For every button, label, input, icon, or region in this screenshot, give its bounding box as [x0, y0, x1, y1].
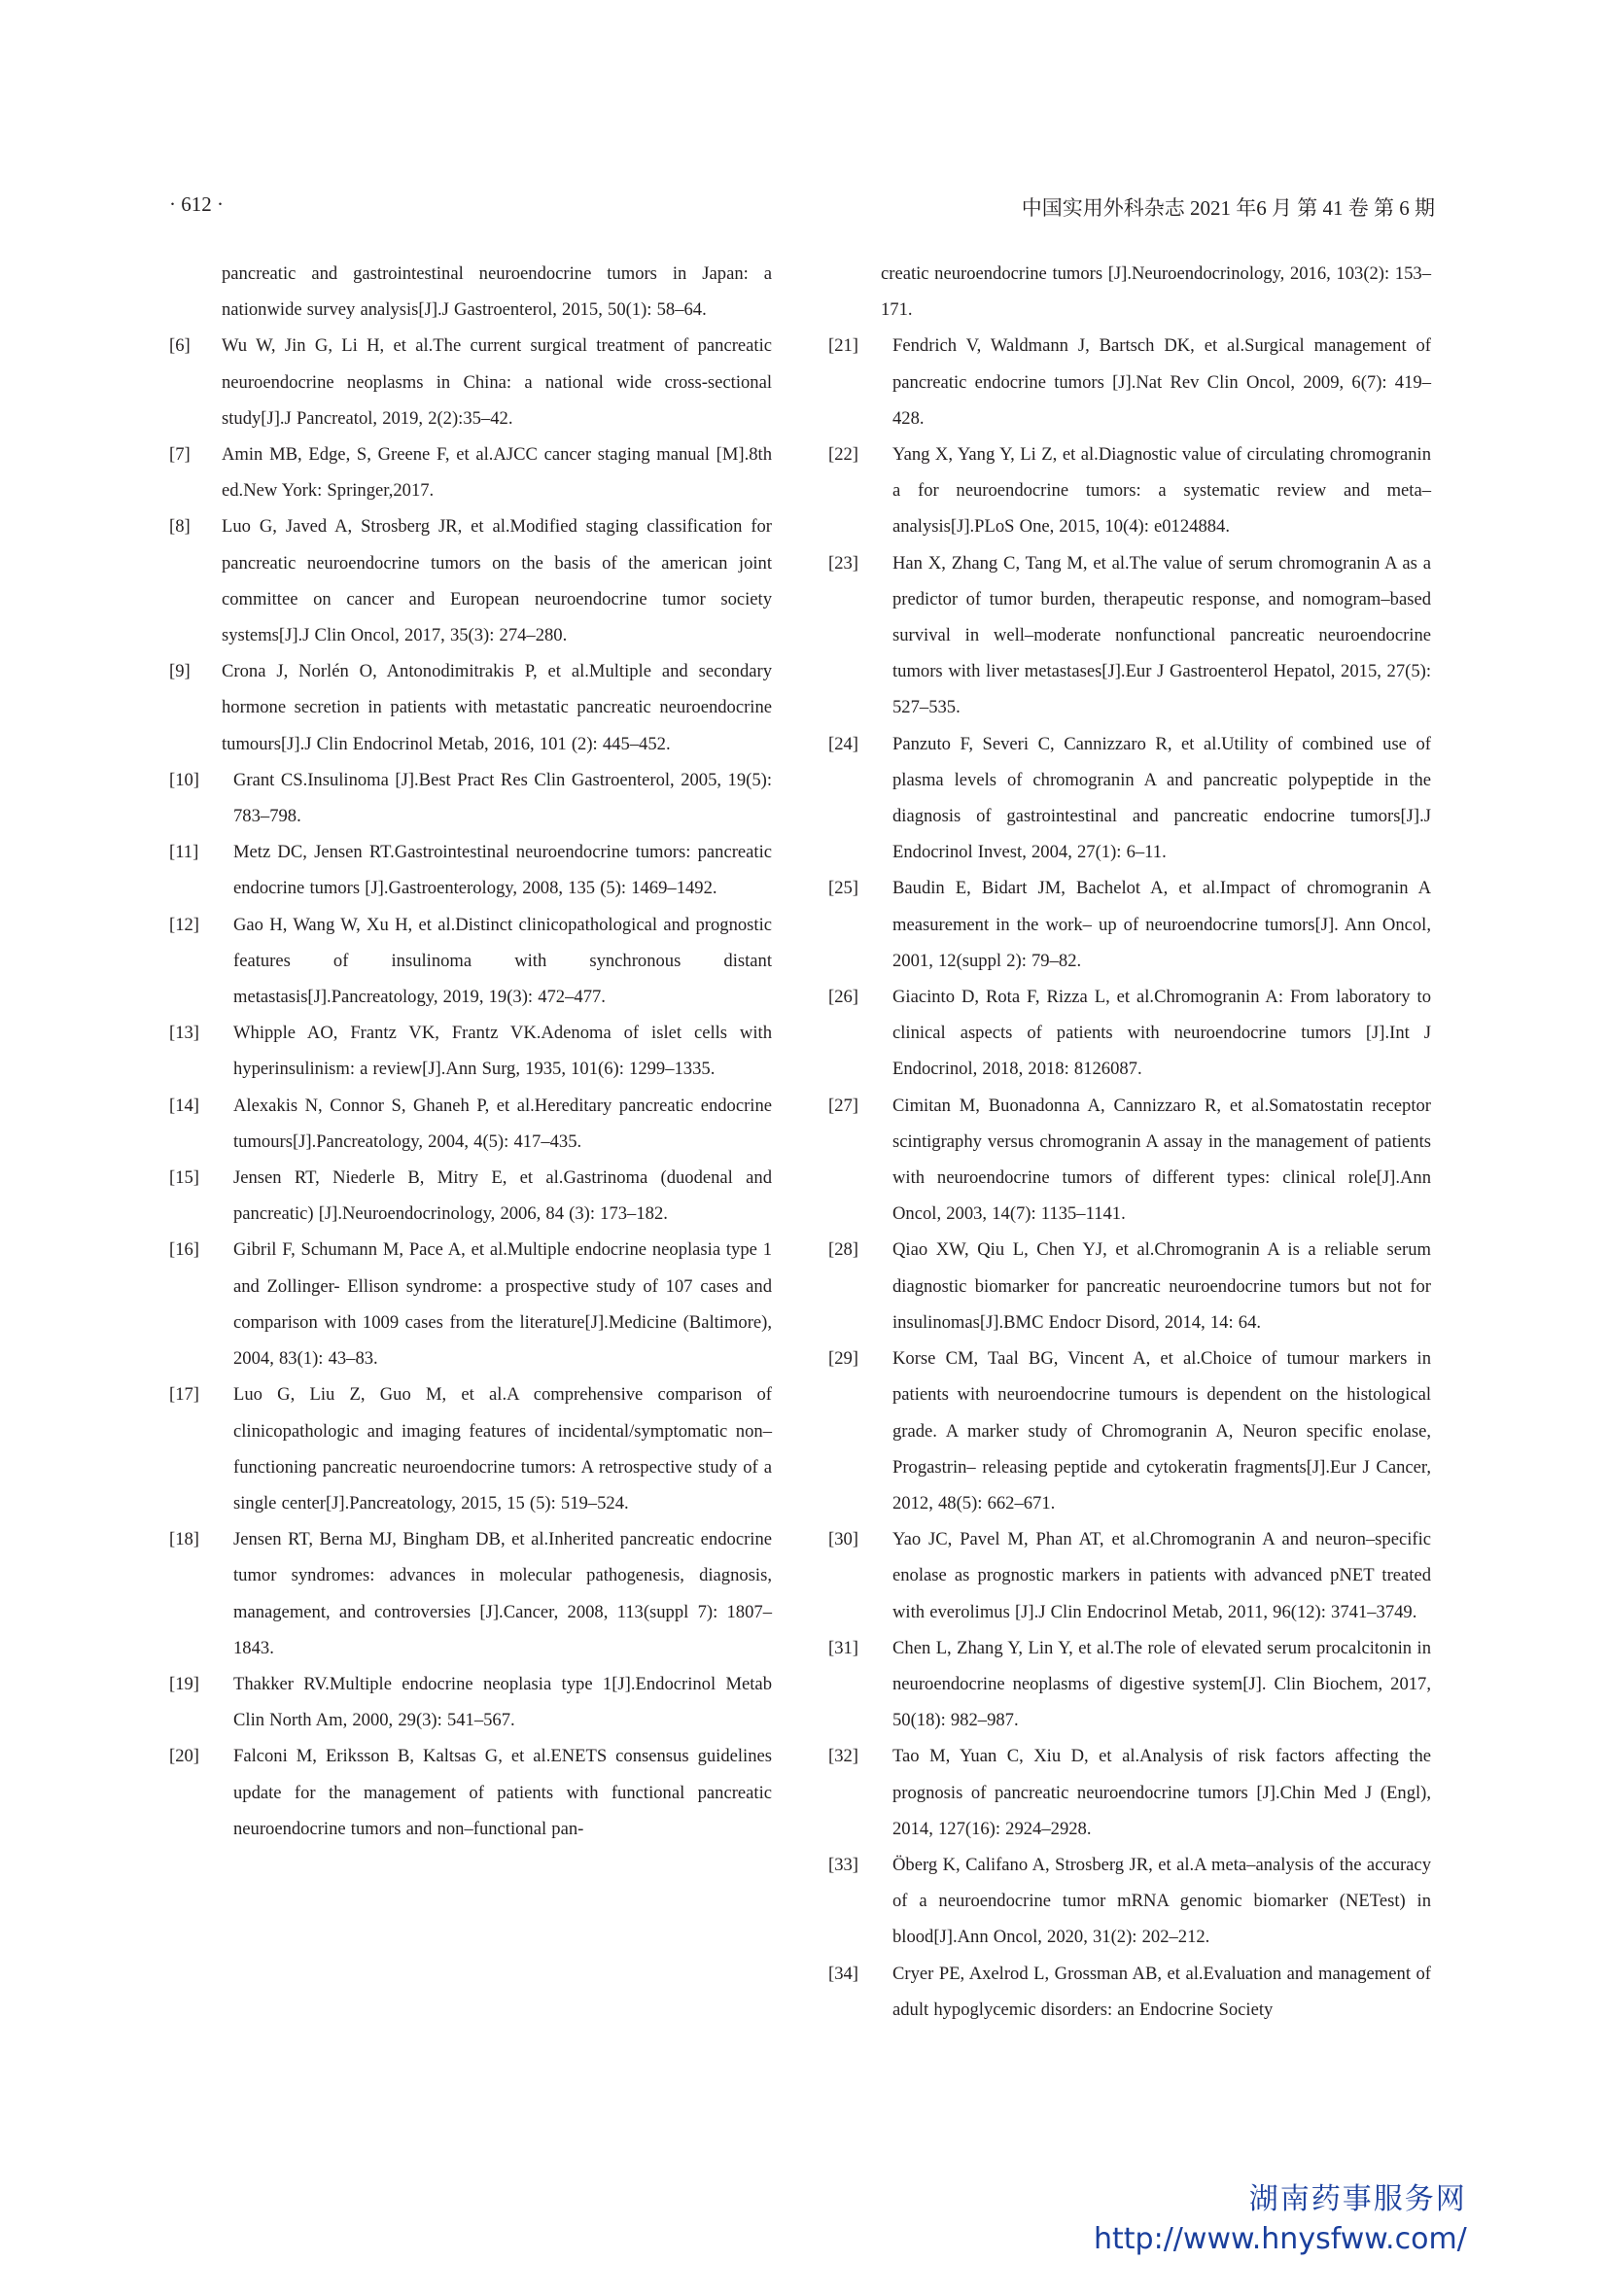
- reference-text: Falconi M, Eriksson B, Kaltsas G, et al.ENETS consensus guidelines update for the management of patients with functional pancreatic neuroendocrine tumors and non–functional pan-: [233, 1746, 772, 1839]
- reference-text: pancreatic and gastrointestinal neuroendocrine tumors in Japan: a nationwide survey analysis[J].J Gastroenterol, 2015, 50(1): 58–64.: [222, 263, 772, 321]
- reference-entry: [828, 979, 1431, 1088]
- reference-number: [28]: [828, 1239, 858, 1261]
- reference-text: Wu W, Jin G, Li H, et al.The current surgical treatment of pancreatic neuroendocrine neoplasms in China: a national wide cross-sectional study[J].J Pancreatol, 2019, 2(2):35–42.: [222, 335, 772, 429]
- reference-entry: [169, 762, 772, 834]
- reference-entry: [169, 834, 772, 906]
- reference-number: [16]: [169, 1239, 199, 1261]
- watermark-site-name: 湖南药事服务网: [1248, 2182, 1467, 2216]
- reference-text: Luo G, Javed A, Strosberg JR, et al.Modified staging classification for pancreatic neuroendocrine tumors on the basis of the american joint committee on cancer and European neuroendocrine tumor society systems[J].J Clin Oncol, 2017, 35(3): 274–280.: [222, 516, 772, 646]
- reference-entry: [828, 1738, 1431, 1847]
- reference-text: Crona J, Norlén O, Antonodimitrakis P, et al.Multiple and secondary hormone secretion in patients with metastatic pancreatic neuroendocrine tumours[J].J Clin Endocrinol Metab, 2016, 101 (2): 445–452.: [222, 661, 772, 754]
- reference-text: Baudin E, Bidart JM, Bachelot A, et al.Impact of chromogranin A measurement in the work– up of neuroendocrine tumors[J]. Ann Oncol, 2001, 12(suppl 2): 79–82.: [892, 878, 1431, 971]
- reference-entry: [169, 1088, 772, 1160]
- reference-entry: [828, 1340, 1431, 1521]
- reference-number: [22]: [828, 444, 858, 466]
- reference-entry: [169, 1232, 772, 1376]
- reference-text: Yao JC, Pavel M, Phan AT, et al.Chromogranin A and neuron–specific enolase as prognostic markers in patients with advanced pNET treated with everolimus [J].J Clin Endocrinol Metab, 2011, 96(12): 3741–3749.: [892, 1529, 1431, 1622]
- reference-entry: [169, 1015, 772, 1087]
- reference-entry: [828, 1521, 1431, 1630]
- reference-text: Fendrich V, Waldmann J, Bartsch DK, et al.Surgical management of pancreatic endocrine tumors [J].Nat Rev Clin Oncol, 2009, 6(7): 419–428.: [892, 335, 1431, 429]
- reference-number: [26]: [828, 987, 858, 1008]
- reference-entry: [828, 1088, 1431, 1233]
- references-left-column: [169, 256, 772, 1847]
- reference-text: Jensen RT, Berna MJ, Bingham DB, et al.Inherited pancreatic endocrine tumor syndromes: advances in molecular pathogenesis, diagnosis, management, and controversies [J].Cancer, 2008, 113(suppl 7): 1807–1843.: [233, 1529, 772, 1658]
- reference-number: [11]: [169, 842, 199, 863]
- reference-number: [8]: [169, 516, 191, 538]
- reference-number: [23]: [828, 552, 858, 574]
- reference-entry: [828, 545, 1431, 726]
- reference-text: Han X, Zhang C, Tang M, et al.The value of serum chromogranin A as a predictor of tumor burden, therapeutic response, and nomogram–based survival in well–moderate nonfunctional pancreatic neuroendocrine tumors with liver metastases[J].Eur J Gastroenterol Hepatol, 2015, 27(5): 527–535.: [892, 552, 1431, 718]
- watermark: [1094, 2179, 1467, 2259]
- reference-number: [19]: [169, 1673, 199, 1694]
- reference-text: Giacinto D, Rota F, Rizza L, et al.Chromogranin A: From laboratory to clinical aspects of patients with neuroendocrine tumors [J].Int J Endocrinol, 2018, 2018: 8126087.: [892, 987, 1431, 1080]
- reference-entry: [828, 1847, 1431, 1956]
- watermark-url: http://www.hnysfww.com/: [1094, 2222, 1467, 2256]
- reference-number: [7]: [169, 444, 191, 466]
- reference-entry: [169, 328, 772, 436]
- reference-number: [31]: [828, 1637, 858, 1658]
- reference-number: [9]: [169, 661, 191, 682]
- reference-text: Cimitan M, Buonadonna A, Cannizzaro R, et al.Somatostatin receptor scintigraphy versus chromogranin A assay in the management of patients with neuroendocrine tumors of different types: clinical role[J].Ann Oncol, 2003, 14(7): 1135–1141.: [892, 1095, 1431, 1225]
- reference-entry: [169, 508, 772, 653]
- reference-entry: [169, 1376, 772, 1521]
- reference-entry: [169, 653, 772, 762]
- reference-number: [21]: [828, 335, 858, 357]
- reference-number: [14]: [169, 1095, 199, 1116]
- reference-entry: [828, 1232, 1431, 1340]
- reference-text: Thakker RV.Multiple endocrine neoplasia type 1[J].Endocrinol Metab Clin North Am, 2000, 29(3): 541–567.: [233, 1673, 772, 1731]
- reference-text: Tao M, Yuan C, Xiu D, et al.Analysis of risk factors affecting the prognosis of pancreatic neuroendocrine tumors [J].Chin Med J (Engl), 2014, 127(16): 2924–2928.: [892, 1746, 1431, 1839]
- reference-text: Gibril F, Schumann M, Pace A, et al.Multiple endocrine neoplasia type 1 and Zollinger- Ellison syndrome: a prospective study of 107 cases and comparison with 1009 cases from the literature[J].Medicine (Baltimore), 2004, 83(1): 43–83.: [233, 1239, 772, 1370]
- reference-text: Qiao XW, Qiu L, Chen YJ, et al.Chromogranin A is a reliable serum diagnostic biomarker for pancreatic neuroendocrine tumors but not for insulinomas[J].BMC Endocr Disord, 2014, 14: 64.: [892, 1239, 1431, 1333]
- reference-entry: [169, 1160, 772, 1232]
- reference-entry: [169, 436, 772, 508]
- reference-entry: [828, 1630, 1431, 1739]
- reference-number: [33]: [828, 1854, 858, 1875]
- reference-number: [30]: [828, 1529, 858, 1550]
- reference-entry: [828, 870, 1431, 979]
- reference-number: [24]: [828, 733, 858, 754]
- reference-number: [25]: [828, 878, 858, 899]
- reference-number: [6]: [169, 335, 191, 357]
- reference-entry: [169, 256, 772, 328]
- reference-entry: [828, 726, 1431, 871]
- reference-entry: [828, 1956, 1431, 2028]
- reference-text: creatic neuroendocrine tumors [J].Neuroendocrinology, 2016, 103(2): 153–171.: [881, 263, 1431, 321]
- reference-number: [15]: [169, 1167, 199, 1189]
- reference-number: [17]: [169, 1384, 199, 1406]
- reference-entry: [828, 256, 1431, 328]
- reference-number: [10]: [169, 769, 199, 790]
- reference-text: Metz DC, Jensen RT.Gastrointestinal neuroendocrine tumors: pancreatic endocrine tumors [J].Gastroenterology, 2008, 135 (5): 1469–1492.: [233, 842, 772, 899]
- reference-entry: [169, 1738, 772, 1847]
- reference-number: [34]: [828, 1963, 858, 1984]
- reference-number: [13]: [169, 1023, 199, 1044]
- reference-text: Cryer PE, Axelrod L, Grossman AB, et al.Evaluation and management of adult hypoglycemic disorders: an Endocrine Society: [892, 1963, 1431, 2020]
- reference-text: Whipple AO, Frantz VK, Frantz VK.Adenoma of islet cells with hyperinsulinism: a review[J].Ann Surg, 1935, 101(6): 1299–1335.: [233, 1023, 772, 1080]
- reference-entry: [828, 328, 1431, 436]
- reference-text: Luo G, Liu Z, Guo M, et al.A comprehensive comparison of clinicopathologic and imaging features of incidental/symptomatic non–functioning pancreatic neuroendocrine tumors: A retrospective study of a single center[J].Pancreatology, 2015, 15 (5): 519–524.: [233, 1384, 772, 1513]
- reference-text: Alexakis N, Connor S, Ghaneh P, et al.Hereditary pancreatic endocrine tumours[J].Pancreatology, 2004, 4(5): 417–435.: [233, 1095, 772, 1152]
- page-number: · 612 ·: [169, 192, 224, 216]
- reference-number: [32]: [828, 1746, 858, 1767]
- reference-entry: [169, 907, 772, 1016]
- reference-text: Jensen RT, Niederle B, Mitry E, et al.Gastrinoma (duodenal and pancreatic) [J].Neuroendocrinology, 2006, 84 (3): 173–182.: [233, 1167, 772, 1225]
- reference-number: [20]: [169, 1746, 199, 1767]
- reference-text: Yang X, Yang Y, Li Z, et al.Diagnostic value of circulating chromogranin a for neuroendocrine tumors: a systematic review and meta–analysis[J].PLoS One, 2015, 10(4): e0124884.: [892, 444, 1431, 538]
- reference-text: Korse CM, Taal BG, Vincent A, et al.Choice of tumour markers in patients with neuroendocrine tumours is dependent on the histological grade. A marker study of Chromogranin A, Neuron specific enolase, Progastrin– releasing peptide and cytokeratin fragments[J].Eur J Cancer, 2012, 48(5): 662–671.: [892, 1348, 1431, 1513]
- running-header: [169, 192, 1435, 227]
- reference-text: Gao H, Wang W, Xu H, et al.Distinct clinicopathological and prognostic features of insulinoma with synchronous distant metastasis[J].Pancreatology, 2019, 19(3): 472–477.: [233, 914, 772, 1008]
- reference-number: [12]: [169, 914, 199, 935]
- references-right-column: [828, 256, 1431, 2028]
- reference-text: Öberg K, Califano A, Strosberg JR, et al.A meta–analysis of the accuracy of a neuroendocrine tumor mRNA genomic biomarker (NETest) in blood[J].Ann Oncol, 2020, 31(2): 202–212.: [892, 1854, 1431, 1948]
- reference-text: Amin MB, Edge, S, Greene F, et al.AJCC cancer staging manual [M].8th ed.New York: Springer,2017.: [222, 444, 772, 502]
- reference-number: [18]: [169, 1529, 199, 1550]
- reference-entry: [828, 436, 1431, 545]
- reference-text: Panzuto F, Severi C, Cannizzaro R, et al.Utility of combined use of plasma levels of chromogranin A and pancreatic polypeptide in the diagnosis of gastrointestinal and pancreatic endocrine tumors[J].J Endocrinol Invest, 2004, 27(1): 6–11.: [892, 733, 1431, 863]
- reference-text: Grant CS.Insulinoma [J].Best Pract Res Clin Gastroenterol, 2005, 19(5): 783–798.: [233, 769, 772, 827]
- reference-entry: [169, 1666, 772, 1738]
- reference-text: Chen L, Zhang Y, Lin Y, et al.The role of elevated serum procalcitonin in neuroendocrine neoplasms of digestive system[J]. Clin Biochem, 2017, 50(18): 982–987.: [892, 1637, 1431, 1731]
- reference-number: [29]: [828, 1348, 858, 1370]
- reference-number: [27]: [828, 1095, 858, 1116]
- reference-entry: [169, 1521, 772, 1666]
- journal-title: 中国实用外科杂志 2021 年6 月 第 41 卷 第 6 期: [1021, 196, 1435, 220]
